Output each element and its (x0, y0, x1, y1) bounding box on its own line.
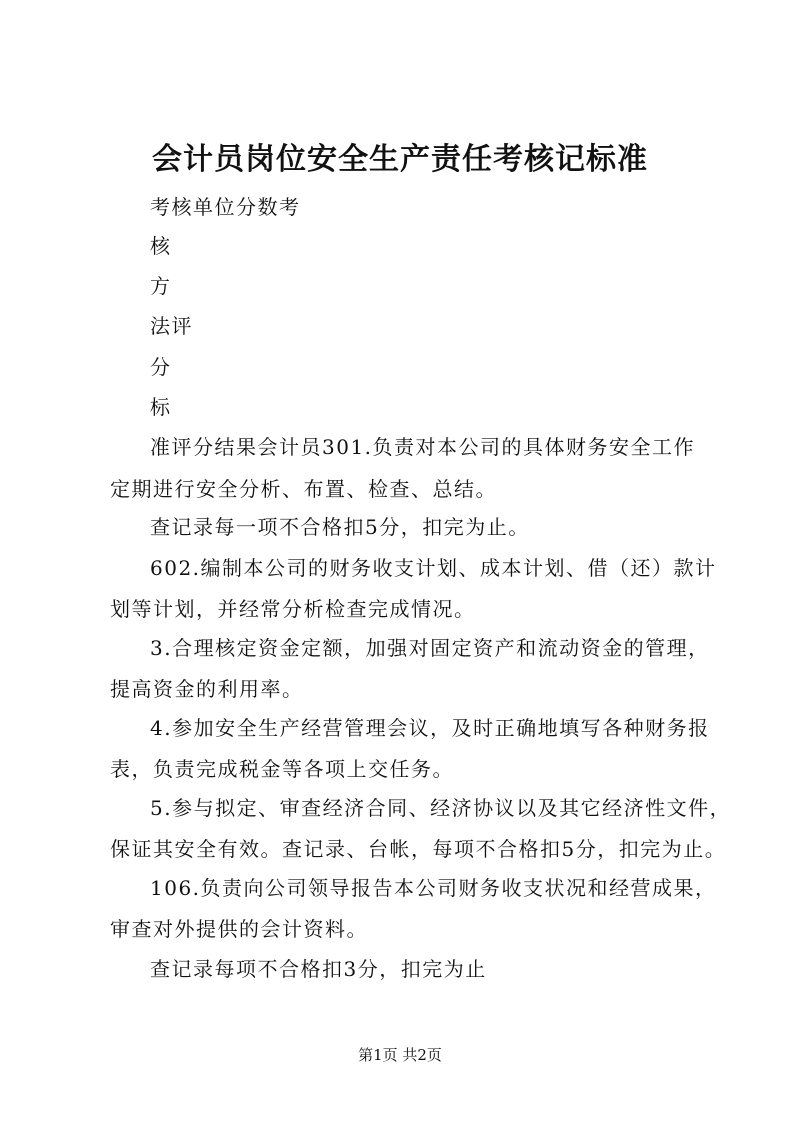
body-line: 定期进行安全分析、布置、检查、总结。 (110, 477, 497, 501)
body-line: 审查对外提供的会计资料。 (110, 917, 368, 941)
body-line: 3.合理核定资金定额，加强对固定资产和流动资金的管理， (150, 636, 710, 660)
document-title: 会计员岗位安全生产责任考核记标准 (152, 142, 648, 177)
page-footer: 第1页 共2页 (358, 1046, 442, 1064)
body-line: 106.负责向公司领导报告本公司财务收支状况和经营成果， (150, 876, 717, 900)
body-line: 准评分结果会计员301.负责对本公司的具体财务安全工作 (150, 435, 696, 459)
body-line: 表，负责完成税金等各项上交任务。 (110, 757, 454, 781)
body-line: 标 (150, 395, 172, 419)
body-line: 核 (150, 234, 172, 258)
body-line: 法评 (150, 314, 193, 338)
body-line: 保证其安全有效。查记录、台帐，每项不合格扣5分，扣完为止。 (110, 837, 727, 861)
body-line: 查记录每一项不合格扣5分，扣完为止。 (150, 515, 530, 539)
body-line: 方 (150, 274, 172, 298)
body-line: 4.参加安全生产经营管理会议，及时正确地填写各种财务报 (150, 716, 710, 740)
body-line: 602.编制本公司的财务收支计划、成本计划、借（还）款计 (150, 556, 717, 580)
body-line: 5.参与拟定、审查经济合同、经济协议以及其它经济性文件， (150, 796, 732, 820)
body-line: 提高资金的利用率。 (110, 677, 304, 701)
body-line: 划等计划，并经常分析检查完成情况。 (110, 597, 476, 621)
body-line: 分 (150, 355, 172, 379)
body-line: 考核单位分数考 (150, 195, 301, 219)
body-line: 查记录每项不合格扣3分，扣完为止 (150, 957, 487, 981)
